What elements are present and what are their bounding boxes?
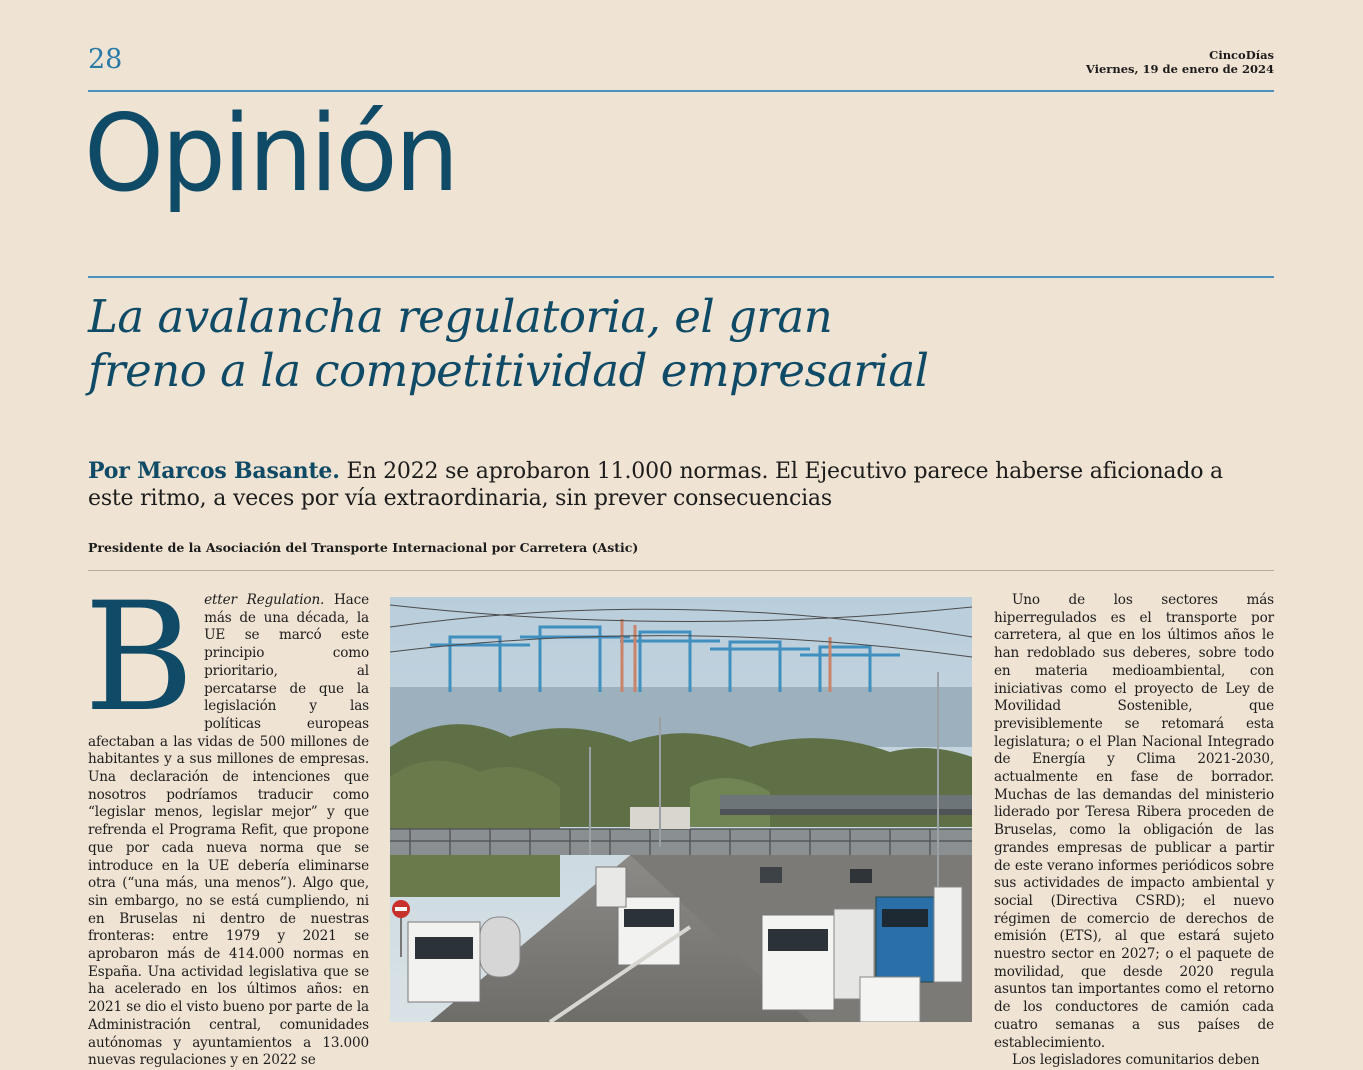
headline-line-1: La avalancha regulatoria, el gran xyxy=(88,290,833,343)
column-1-paragraph xyxy=(84,571,369,1070)
headline xyxy=(88,290,1278,398)
byline-rule xyxy=(88,570,1274,571)
issue-date: Viernes, 19 de enero de 2024 xyxy=(1085,62,1274,76)
publication-name: CincoDías xyxy=(1209,48,1274,62)
article-column-1 xyxy=(84,571,369,1070)
column-1-text: Hace más de una década, la UE se marcó este principio como prioritario, al percatarse de que la legislación y las políticas europeas afectaban a las vidas de 500 millones de habitantes y a sus millones de empresas. Una declaración de intenciones que nosotros podríamos traducir como “legislar menos, legislar mejor” y que refrenda el Programa Refit, que propone que por cada nueva norma que se introduce en la UE debería eliminarse otra (“una más, una menos”). Algo que, sin embargo, no se está cumpliendo, ni en Bruselas ni dentro de nuestras fronteras: entre 1979 y 2021 se aprobaron más de 414.000 normas en España. Una actividad legislativa que se ha acelerado en los últimos años: en 2021 se dio el visto bueno por parte de la Administración central, comunidades autónomas y ayuntamientos a 13.000 nuevas regulaciones y en 2022 se xyxy=(88,592,369,1069)
column-3-paragraph-2: Los legisladores comunitarios deben xyxy=(1012,1052,1260,1069)
lead-italic: etter Regulation. xyxy=(204,592,325,608)
article-column-3 xyxy=(994,592,1274,1070)
headline-line-2: freno a la competitividad empresarial xyxy=(88,344,929,397)
dropcap: B xyxy=(84,571,195,745)
deck xyxy=(88,458,1274,512)
deck-summary: En 2022 se aprobaron 11.000 normas. El Ejecutivo parece haberse aficionado a este ritmo, a veces por vía extraordinaria, sin prever consecuencias xyxy=(88,459,1223,511)
masthead xyxy=(1086,48,1274,76)
headline-rule xyxy=(88,276,1274,278)
author-role: Presidente de la Asociación del Transporte Internacional por Carretera (Astic) xyxy=(88,540,639,555)
section-title: Opinión xyxy=(84,92,457,215)
byline: Por Marcos Basante. xyxy=(88,458,340,484)
column-3-paragraph-1: Uno de los sectores más hiperregulados es el transporte por carretera, al que en los últimos años le han redoblado sus deberes, sobre todo en materia medioambiental, con iniciativas como el proyecto de Ley de Movilidad Sostenible, que previsiblemente se retomará esta legislatura; o el Plan Nacional Integrado de Energía y Clima 2021-2030, actualmente en fase de borrador. Muchas de las demandas del ministerio liderado por Teresa Ribera proceden de Bruselas, como la obligación de las grandes empresas de publicar a partir de este verano informes periódicos sobre sus actividades de impacto ambiental y social (Directiva CSRD); el nuevo régimen de comercio de derechos de emisión (ETS), al que estará sujeto nuestro sector en 2027; o el paquete de movilidad, que desde 2020 regula asuntos tan importantes como el retorno de los conductores de camión cada cuatro semanas a sus países de establecimiento. xyxy=(994,592,1274,1051)
page-number: 28 xyxy=(88,44,123,75)
article-photo xyxy=(390,597,972,1022)
